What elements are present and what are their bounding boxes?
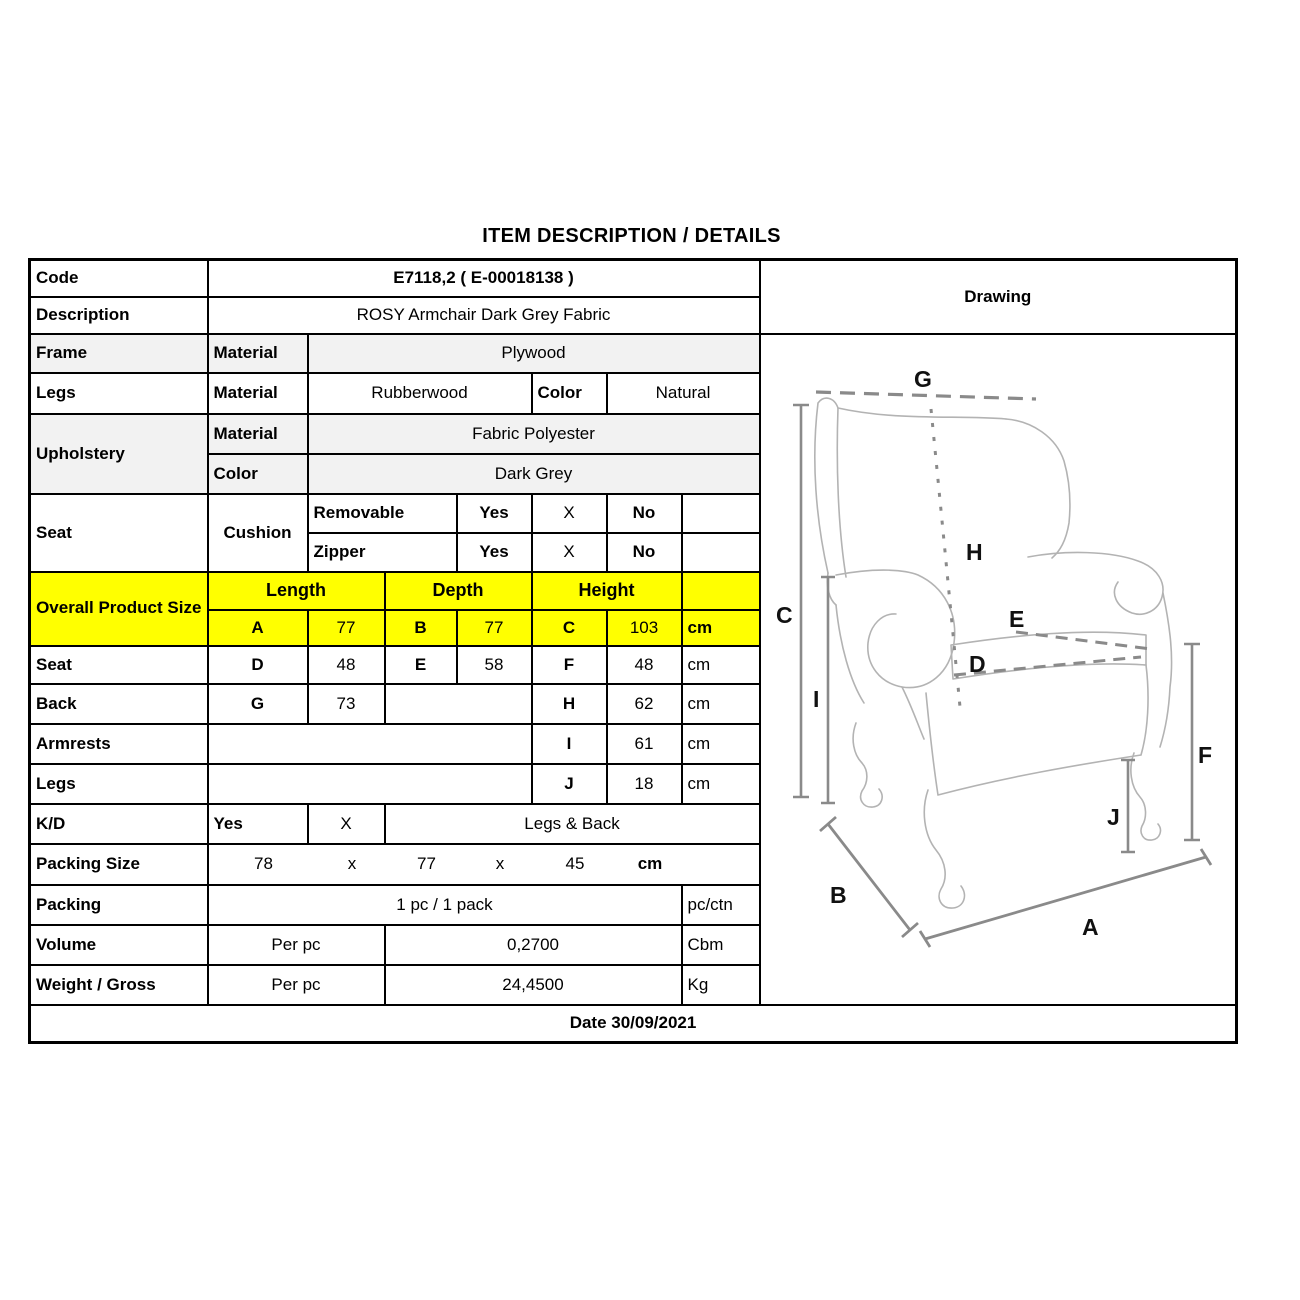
seat-depth-key: E bbox=[385, 646, 457, 684]
chair-skirt bbox=[926, 665, 1148, 795]
seat-length-value: 48 bbox=[308, 646, 385, 684]
legs-label: Legs bbox=[30, 373, 208, 414]
overall-unit: cm bbox=[682, 610, 760, 646]
back-height-value: 62 bbox=[607, 684, 682, 724]
row-frame bbox=[30, 334, 1237, 373]
dim-label-i: I bbox=[812, 685, 819, 712]
weight-per: Per pc bbox=[208, 965, 385, 1005]
volume-label: Volume bbox=[30, 925, 208, 965]
dim-line-h bbox=[931, 409, 960, 707]
dimension-lines bbox=[793, 392, 1211, 947]
code-value: E7118,2 ( E-00018138 ) bbox=[208, 260, 760, 297]
dim-label-c: C bbox=[775, 601, 793, 628]
seat-height-value: 48 bbox=[607, 646, 682, 684]
item-description-table bbox=[28, 258, 1238, 1044]
date-value: Date 30/09/2021 bbox=[30, 1005, 1237, 1043]
chair-right-wing bbox=[1006, 419, 1070, 558]
packing-size-unit: cm bbox=[637, 854, 663, 873]
seat-depth-value: 58 bbox=[457, 646, 532, 684]
dim-label-j: J bbox=[1106, 803, 1120, 830]
armrests-height-value: 61 bbox=[607, 724, 682, 764]
depth-header: Depth bbox=[385, 572, 532, 610]
cushion-zipper-yes: Yes bbox=[457, 533, 532, 572]
overall-height-key: C bbox=[532, 610, 607, 646]
legs-material-label: Material bbox=[208, 373, 308, 414]
packing-size-x1: x bbox=[347, 854, 357, 873]
armrests-unit: cm bbox=[682, 724, 760, 764]
packing-size-values bbox=[208, 844, 760, 885]
packing-size-x2: x bbox=[495, 854, 505, 873]
dim-label-b: B bbox=[829, 881, 847, 908]
empty-cell bbox=[208, 724, 532, 764]
seat-cushion-label: Cushion bbox=[208, 494, 308, 572]
empty-cell bbox=[682, 494, 760, 533]
volume-unit: Cbm bbox=[682, 925, 760, 965]
back-height-key: H bbox=[532, 684, 607, 724]
page-title: ITEM DESCRIPTION / DETAILS bbox=[482, 225, 781, 247]
chair-back-top bbox=[838, 408, 1006, 419]
chair-leg-front-right bbox=[1130, 753, 1160, 840]
dim-label-g: G bbox=[913, 365, 932, 392]
overall-depth-value: 77 bbox=[457, 610, 532, 646]
armchair-sketch-svg bbox=[766, 335, 1237, 1004]
chair-left-arm-front bbox=[836, 605, 924, 739]
weight-unit: Kg bbox=[682, 965, 760, 1005]
legs-unit: cm bbox=[682, 764, 760, 804]
dim-label-h: H bbox=[965, 538, 983, 565]
upholstery-label: Upholstery bbox=[30, 414, 208, 495]
chair-left-arm-roll bbox=[827, 570, 954, 687]
chair-leg-front-left bbox=[924, 790, 964, 908]
packing-label: Packing bbox=[30, 885, 208, 925]
empty-cell bbox=[682, 572, 760, 610]
overall-length-key: A bbox=[208, 610, 308, 646]
legs-material-value: Rubberwood bbox=[308, 373, 532, 414]
kd-value: Yes bbox=[208, 804, 308, 844]
upholstery-material-value: Fabric Polyester bbox=[308, 414, 760, 455]
cushion-removable-mark: X bbox=[532, 494, 607, 533]
empty-cell bbox=[682, 533, 760, 572]
kd-note: Legs & Back bbox=[385, 804, 760, 844]
dim-line-j bbox=[1121, 760, 1135, 852]
drawing-header: Drawing bbox=[760, 260, 1237, 334]
upholstery-material-label: Material bbox=[208, 414, 308, 455]
legs-height-key: J bbox=[532, 764, 607, 804]
seat-unit: cm bbox=[682, 646, 760, 684]
cushion-zipper-no: No bbox=[607, 533, 682, 572]
overall-height-value: 103 bbox=[607, 610, 682, 646]
packing-size-depth: 77 bbox=[417, 854, 436, 873]
overall-size-label: Overall Product Size bbox=[30, 572, 208, 646]
seat-size-label: Seat bbox=[30, 646, 208, 684]
drawing-cell bbox=[760, 334, 1237, 1005]
packing-value: 1 pc / 1 pack bbox=[208, 885, 682, 925]
code-label: Code bbox=[30, 260, 208, 297]
kd-mark: X bbox=[308, 804, 385, 844]
chair-right-arm bbox=[1028, 552, 1163, 614]
cushion-zipper-label: Zipper bbox=[308, 533, 457, 572]
row-date bbox=[30, 1005, 1237, 1043]
back-unit: cm bbox=[682, 684, 760, 724]
length-header: Length bbox=[208, 572, 385, 610]
dim-line-e bbox=[1016, 632, 1151, 649]
seat-height-key: F bbox=[532, 646, 607, 684]
armchair-drawing bbox=[766, 335, 1231, 1004]
armchair-sketch bbox=[814, 398, 1171, 908]
weight-label: Weight / Gross bbox=[30, 965, 208, 1005]
armrests-height-key: I bbox=[532, 724, 607, 764]
chair-right-side bbox=[1160, 593, 1172, 747]
kd-label: K/D bbox=[30, 804, 208, 844]
seat-label: Seat bbox=[30, 494, 208, 572]
upholstery-color-value: Dark Grey bbox=[308, 454, 760, 494]
dim-label-f: F bbox=[1197, 741, 1212, 768]
dim-label-a: A bbox=[1081, 913, 1099, 940]
cushion-removable-no: No bbox=[607, 494, 682, 533]
packing-size-length: 78 bbox=[254, 854, 273, 873]
volume-value: 0,2700 bbox=[385, 925, 682, 965]
back-length-value: 73 bbox=[308, 684, 385, 724]
packing-unit: pc/ctn bbox=[682, 885, 760, 925]
legs-size-label: Legs bbox=[30, 764, 208, 804]
legs-color-label: Color bbox=[532, 373, 607, 414]
dim-line-i bbox=[821, 577, 835, 803]
armrests-size-label: Armrests bbox=[30, 724, 208, 764]
frame-material-label: Material bbox=[208, 334, 308, 373]
overall-depth-key: B bbox=[385, 610, 457, 646]
empty-cell bbox=[208, 764, 532, 804]
row-code bbox=[30, 260, 1237, 297]
dim-label-d: D bbox=[968, 650, 986, 677]
chair-leg-back-left bbox=[853, 723, 882, 807]
frame-material-value: Plywood bbox=[308, 334, 760, 373]
chair-left-stile bbox=[814, 398, 845, 577]
cushion-removable-yes: Yes bbox=[457, 494, 532, 533]
legs-color-value: Natural bbox=[607, 373, 760, 414]
packing-size-label: Packing Size bbox=[30, 844, 208, 885]
dim-line-b bbox=[820, 817, 918, 937]
empty-cell bbox=[385, 684, 532, 724]
back-length-key: G bbox=[208, 684, 308, 724]
dim-label-e: E bbox=[1008, 605, 1024, 632]
cushion-removable-label: Removable bbox=[308, 494, 457, 533]
volume-per: Per pc bbox=[208, 925, 385, 965]
legs-height-value: 18 bbox=[607, 764, 682, 804]
back-size-label: Back bbox=[30, 684, 208, 724]
cushion-zipper-mark: X bbox=[532, 533, 607, 572]
dim-line-g bbox=[816, 392, 1036, 399]
description-label: Description bbox=[30, 297, 208, 334]
overall-length-value: 77 bbox=[308, 610, 385, 646]
weight-value: 24,4500 bbox=[385, 965, 682, 1005]
description-value: ROSY Armchair Dark Grey Fabric bbox=[208, 297, 760, 334]
dim-line-c bbox=[793, 405, 809, 797]
height-header: Height bbox=[532, 572, 682, 610]
frame-label: Frame bbox=[30, 334, 208, 373]
seat-length-key: D bbox=[208, 646, 308, 684]
packing-size-height: 45 bbox=[565, 854, 585, 873]
upholstery-color-label: Color bbox=[208, 454, 308, 494]
